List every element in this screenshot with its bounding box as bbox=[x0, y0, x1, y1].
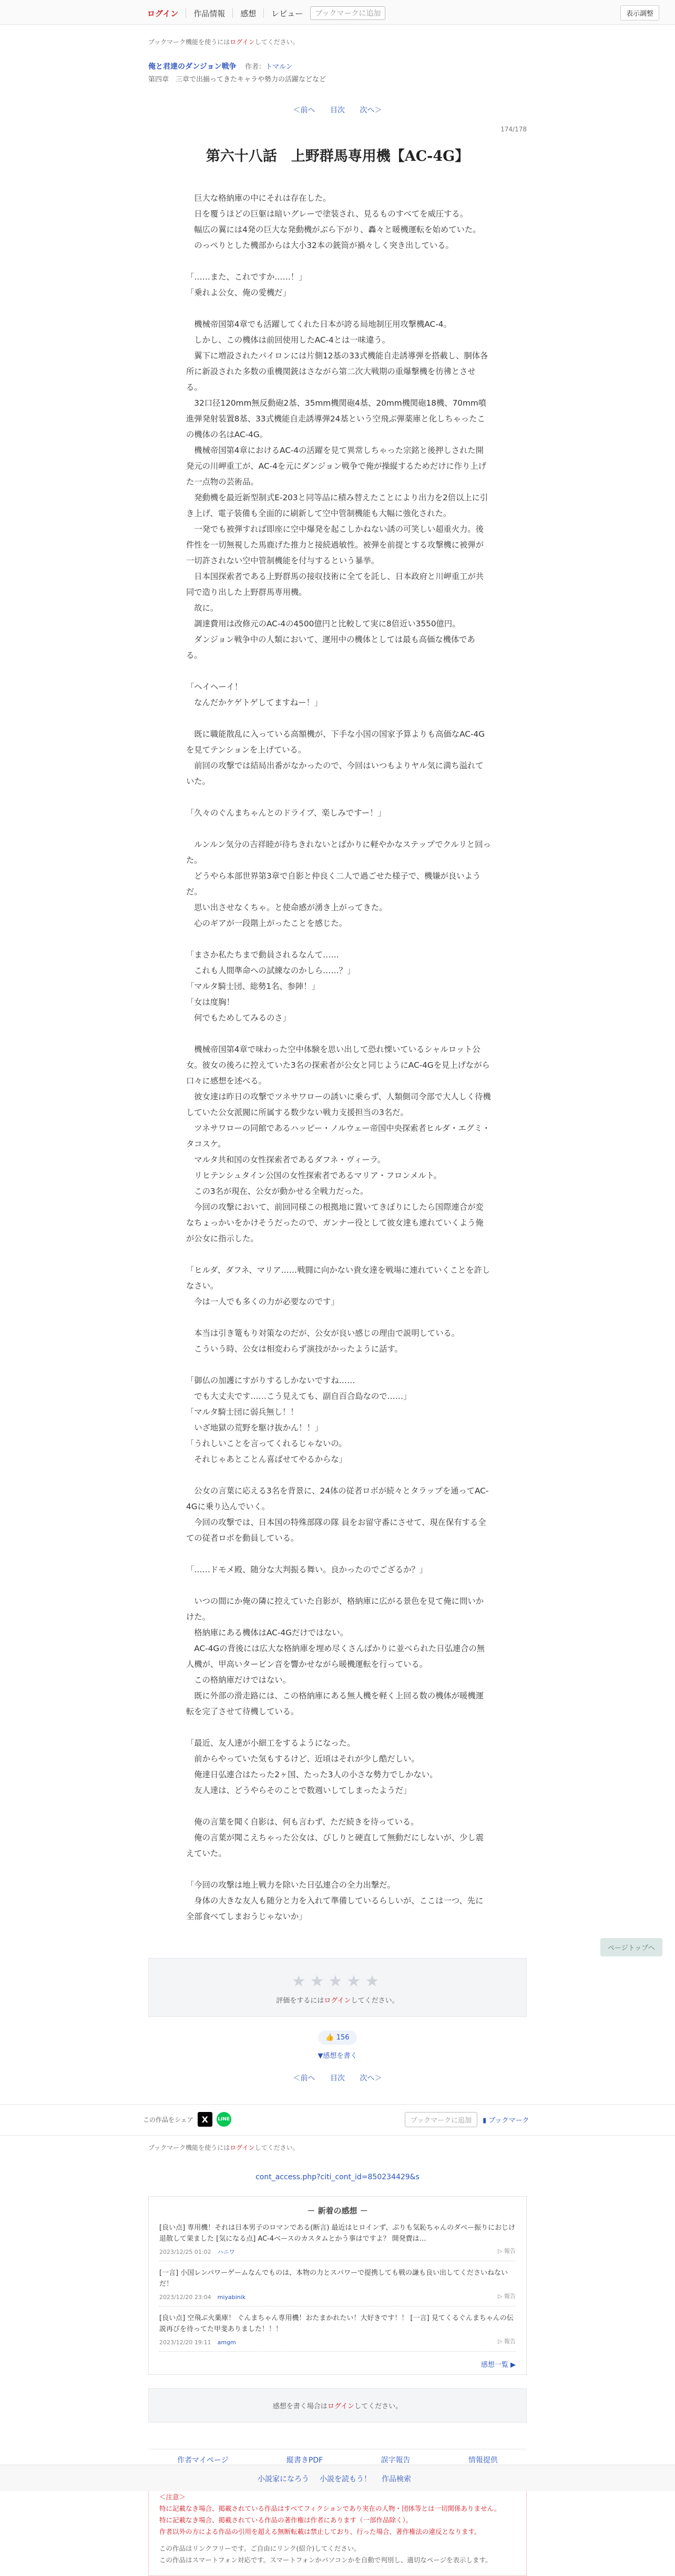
author-mypage-link[interactable]: 作者マイページ bbox=[177, 2456, 229, 2465]
body-paragraph: 俺の言葉が聞こえちゃった公女は、びしりと硬直して無動だにしないが、少し震えていた。 bbox=[186, 1833, 484, 1858]
body-paragraph: 心のギアが一段階上がったことを感じた。 bbox=[186, 919, 347, 928]
top-pager bbox=[148, 105, 527, 115]
impression-item bbox=[159, 2306, 516, 2352]
toc-link[interactable]: 目次 bbox=[330, 106, 345, 115]
login-link[interactable]: ログイン bbox=[147, 8, 179, 18]
nav-divider bbox=[232, 8, 233, 18]
body-paragraph bbox=[186, 1467, 491, 1483]
body-paragraph: この3名が現在、公女が動かせる全戦力だった。 bbox=[186, 1187, 369, 1196]
body-paragraph: 俺達日弘連合はたった2ヶ国、たった3人の小さな勢力でしかない。 bbox=[186, 1770, 438, 1779]
novel-body bbox=[186, 190, 491, 1924]
body-paragraph: 友人達は、どうやらそのことで数週いしてしまったようだ」 bbox=[186, 1786, 412, 1795]
body-paragraph: 今は一人でも多くの力が必要なのです」 bbox=[186, 1297, 339, 1306]
nav-divider bbox=[263, 8, 264, 18]
body-paragraph bbox=[186, 1546, 491, 1562]
body-paragraph: のっぺりとした機部からは大小32本の銃筒が禍々しく突き出している。 bbox=[186, 241, 454, 250]
bookmark-add-button[interactable]: ブックマークに追加 bbox=[310, 6, 385, 20]
review-link[interactable]: レビュー bbox=[271, 8, 303, 18]
prev-link[interactable]: ＜前へ bbox=[293, 2074, 315, 2083]
body-paragraph: リヒテンシュタイン公国の女性探索者であるマリア・フロンメルト。 bbox=[186, 1171, 442, 1180]
info-provide-link[interactable]: 情報提供 bbox=[468, 2456, 498, 2465]
vertical-pdf-link[interactable]: 縦書きPDF bbox=[286, 2456, 323, 2465]
body-paragraph: ルンルン気分の吉祥睦が待ちきれないとばかりに軽やかなステップでクルリと回った。 bbox=[186, 840, 491, 865]
body-paragraph: 「女は度胸！ bbox=[186, 997, 234, 1007]
body-paragraph: 既に外部の滑走路には、この格納庫にある無人機を軽く上回る数の機体が暖機運転を完了させて待機している。 bbox=[186, 1691, 484, 1716]
page-number: 174/178 bbox=[500, 126, 527, 133]
body-paragraph: 「ヘイヘーイ！ bbox=[186, 682, 243, 692]
body-paragraph: いざ地獄の荒野を駆け抜かん！！」 bbox=[186, 1423, 323, 1433]
body-paragraph: 幅広の翼には4発の巨大な発動機がぶら下がり、轟々と暖機運転を始めていた。 bbox=[186, 225, 481, 234]
body-paragraph: でも大丈夫です……こう見えても、副自百合島なので……」 bbox=[186, 1392, 412, 1401]
rating-notice-text: してください。 bbox=[351, 1997, 399, 2005]
body-paragraph: 何でもためしてみるのさ」 bbox=[186, 1013, 291, 1023]
body-paragraph bbox=[186, 710, 491, 726]
notice-login-link[interactable]: ログイン bbox=[230, 2144, 255, 2151]
body-paragraph: 「……また、これですか……！」 bbox=[186, 272, 307, 282]
share-bar bbox=[0, 2104, 675, 2136]
body-paragraph bbox=[186, 1578, 491, 1593]
impression-meta bbox=[159, 2337, 516, 2348]
impression-date: 2023/12/25 01:02 bbox=[159, 2249, 211, 2255]
impression-meta bbox=[159, 2292, 516, 2303]
body-paragraph: この格納庫だけではない。 bbox=[186, 1675, 291, 1685]
body-paragraph bbox=[186, 1719, 491, 1735]
body-paragraph bbox=[186, 1861, 491, 1877]
bookmark-login-notice bbox=[148, 2143, 527, 2152]
body-paragraph: 「乗れよ公女、俺の愛機だ」 bbox=[186, 288, 291, 297]
bookmark-link[interactable] bbox=[483, 2115, 529, 2125]
body-paragraph: 「……ドモメ殿、随分な大判振る舞い。良かったのでござるか？」 bbox=[186, 1565, 427, 1574]
narou-link[interactable]: 小説家になろう bbox=[258, 2475, 309, 2484]
bookmark-section bbox=[405, 2112, 529, 2127]
body-paragraph: AC-4Gの背後には広大な格納庫を埋め尽くさんばかりに並べられた日弘連合の無人機が、甲高いタービン音を響かせながら暖機運転を行っている。 bbox=[186, 1644, 485, 1669]
caution-text: この作品はリンクフリーです。ご自由にリンク(紹介)してください。 bbox=[159, 2544, 361, 2552]
body-paragraph: こういう時、公女は相変わらず演技がかったように話す。 bbox=[186, 1344, 403, 1354]
impression-item bbox=[159, 2261, 516, 2306]
prev-link[interactable]: ＜前へ bbox=[293, 106, 315, 115]
site-footer-links bbox=[258, 2474, 411, 2484]
top-nav-links bbox=[147, 6, 385, 20]
main-container bbox=[148, 37, 527, 2083]
body-paragraph: 発動機を最近新型制式E-203と同等品に積み替えたことにより出力を2倍以上に引き上げ、電子装備も全面的に刷新して空中管制機能も大幅に強化された。 bbox=[186, 493, 488, 518]
body-paragraph: 格納庫にある機体はAC-4Gだけではない。 bbox=[186, 1628, 349, 1637]
body-paragraph: 調達費用は改修元のAC-4の4500億円と比較して実に8倍近い3550億円。 bbox=[186, 619, 461, 628]
body-paragraph: 「マルタ騎士団、総勢1名、参陣！」 bbox=[186, 982, 320, 991]
body-paragraph: 公女の言葉に応える3名を背景に、24体の従者ロボが続々とタラップを通ってAC-4Gに乗り込んでいく。 bbox=[186, 1486, 489, 1511]
login-box-text: 感想を書く場合は bbox=[272, 2403, 328, 2410]
line-share-icon[interactable]: LINE bbox=[217, 2112, 231, 2127]
body-paragraph bbox=[186, 1357, 491, 1373]
body-paragraph: 「久々のぐんまちゃんとのドライブ、楽しみですー！」 bbox=[186, 808, 386, 818]
access-analysis-link[interactable]: cont_access.php?citi_cont_id=850234429&s bbox=[255, 2173, 420, 2181]
notice-login-link[interactable]: ログイン bbox=[230, 38, 255, 46]
body-paragraph: 既に職能散乱に入っている高額機が、下手な小国の国家予算よりも高価なAC-4Gを見てテンションを上げている。 bbox=[186, 729, 485, 755]
bookmark-label: ブックマーク bbox=[488, 2117, 529, 2125]
body-paragraph: どうやら本部世界第3章で自影と仲良く二人で過ごせた様子で、機嫌が良いようだ。 bbox=[186, 871, 481, 897]
caution-text: 作者以外の方による作品の引用を超える無断転載は禁止しており、行った場合、著作権法の違反となります。 bbox=[159, 2528, 481, 2536]
report-link[interactable]: ▷ 報告 bbox=[498, 2293, 516, 2300]
next-link[interactable]: 次へ＞ bbox=[360, 2074, 382, 2083]
bookmark-icon: ▮ bbox=[483, 2117, 489, 2125]
impression-item bbox=[159, 2216, 516, 2261]
notice-text: ブックマーク機能を使うには bbox=[148, 2144, 230, 2151]
caution-text: 特に記載なき場合、掲載されている作品はすべてフィクションであり実在の人物・団体等とは一切関係ありません。 bbox=[159, 2505, 501, 2512]
login-box-link[interactable]: ログイン bbox=[327, 2403, 355, 2410]
typo-report-link[interactable]: 誤字報告 bbox=[381, 2456, 411, 2465]
body-paragraph: 前回の攻撃では結局出番がなかったので、今回はいつもよりヤル気に満ち溢れていた。 bbox=[186, 761, 484, 786]
author-label: 作者： bbox=[244, 63, 265, 71]
next-link[interactable]: 次へ＞ bbox=[360, 106, 382, 115]
body-paragraph bbox=[186, 821, 491, 837]
rating-notice-text: 評価をするには bbox=[276, 1997, 324, 2005]
rating-login-notice bbox=[149, 1995, 526, 2005]
body-paragraph: ダンジョン戦争中の人類において、運用中の機体としては最も高価な機体である。 bbox=[186, 635, 475, 660]
body-paragraph: それじゃあとことん喜ばせてやるからな」 bbox=[186, 1455, 347, 1464]
notice-text: してください。 bbox=[254, 2144, 299, 2151]
body-paragraph: 「マルタ騎士団に弱兵無し！！ bbox=[186, 1407, 299, 1417]
body-paragraph: 今回の攻撃において、前回同様この根拠地に置いてきぼりにしたら国際連合が変なちょっかいをかけそうだったので、ガンナー役として彼女達も連れていくよう俺が公女に指示した。 bbox=[186, 1202, 484, 1243]
write-impression-link[interactable]: ▼感想を書く bbox=[318, 2052, 357, 2060]
body-paragraph: ツネサワローの同館であるハッピー・ノルウェー帝国中央探索者ヒルダ・エグミ・タコスケ。 bbox=[186, 1124, 490, 1149]
bookmark-add-button[interactable]: ブックマークに追加 bbox=[405, 2112, 477, 2127]
impression-date: 2023/12/20 19:11 bbox=[159, 2339, 211, 2346]
impression-date: 2023/12/20 23:04 bbox=[159, 2294, 211, 2301]
impression-user-link[interactable]: ハニワ bbox=[217, 2249, 235, 2255]
body-paragraph: 思い出させなくちゃ。と使命感が湧き上がってきた。 bbox=[186, 903, 387, 912]
impressions-link[interactable]: 感想 bbox=[240, 8, 257, 18]
rating-stars[interactable]: ★★★★★ bbox=[291, 1972, 384, 1991]
notice-text: してください。 bbox=[254, 38, 299, 46]
body-paragraph: 「御仏の加護にすがりするしかないですね…… bbox=[186, 1376, 355, 1385]
report-link[interactable]: ▷ 報告 bbox=[498, 2248, 516, 2254]
login-box-text: してください。 bbox=[354, 2403, 403, 2410]
body-paragraph: 故に。 bbox=[186, 603, 219, 613]
body-paragraph bbox=[186, 253, 491, 269]
caution-text: この作品はスマートフォン対応です。スマートフォンかパソコンかを自動で判別し、適切なページを表示します。 bbox=[159, 2556, 492, 2564]
rating-box bbox=[148, 1958, 527, 2017]
series-title-link[interactable]: 俺と君達のダンジョン戦争 bbox=[148, 63, 237, 71]
impression-text: [良い点] 専用機！それは日本男子のロマンである(断言) 最近はヒロインず、ぷりも気恥ちゃんのダベー振りにおじけ退散して果ました [気になる点] AC-4ベースのカスタムとかう事はですよ？ 開発費は… bbox=[159, 2224, 516, 2243]
impressions-more-link[interactable]: 感想一覧 ▶ bbox=[480, 2361, 516, 2369]
share-section bbox=[143, 2112, 231, 2127]
body-paragraph: 今回の攻撃では、日本国の特殊部隊の隊 員をお留守番にさせて、現在保有する全ての従者ロボを動員している。 bbox=[186, 1518, 486, 1543]
body-paragraph: これも人間準命への試練なのかしら……？」 bbox=[186, 966, 355, 975]
body-paragraph bbox=[186, 1310, 491, 1325]
body-paragraph bbox=[186, 789, 491, 805]
new-impressions-box bbox=[148, 2196, 527, 2375]
series-header bbox=[148, 61, 527, 71]
body-paragraph: しかし、この機体は前回使用したAC-4とは一味違う。 bbox=[186, 335, 390, 345]
body-paragraph: 彼女達は昨日の攻撃でツネサワローの誘いに乗らず、人類側司令部で大人しく待機していた公女派閥に所属する数少ない戦力支援担当の3名だ。 bbox=[186, 1092, 491, 1117]
bottom-pager bbox=[148, 2073, 527, 2083]
body-paragraph: 一発でも被弾すれば即座に空中爆発を起こしかねない誘の可笑しい超重火力。後件性を一切無視した馬鹿げた推力と接続過敏性。被弾を前提とする攻撃機に被弾が一切許されない空中管制機能を付与するという暴挙。 bbox=[186, 524, 484, 565]
report-link[interactable]: ▷ 報告 bbox=[498, 2338, 516, 2345]
top-navigation-bar bbox=[0, 0, 675, 25]
body-paragraph: いつの間にか俺の隣に控えていた自影が、格納庫に広がる景色を見て俺に問いかけた。 bbox=[186, 1596, 484, 1622]
body-paragraph: 俺の言葉を聞く自影は、何も言わず、ただ続きを待っている。 bbox=[186, 1817, 419, 1827]
chapter-title: 第四章 三章で出揃ってきたキャラや勢力の活躍などなど bbox=[148, 76, 326, 84]
body-paragraph: 「今回の攻撃は地上戦力を除いた日弘連合の全力出撃だ。 bbox=[186, 1880, 395, 1890]
rating-login-link[interactable]: ログイン bbox=[324, 1997, 351, 2005]
yomou-link[interactable]: 小説を読もう！ bbox=[320, 2475, 371, 2484]
body-paragraph: 本当は引き篭もり対策なのだが、公女が良い感じの理由で説明している。 bbox=[186, 1328, 460, 1338]
site-footer-bar bbox=[0, 2465, 675, 2491]
toc-link[interactable]: 目次 bbox=[330, 2074, 345, 2083]
notice-text: ブックマーク機能を使うには bbox=[148, 38, 230, 46]
like-count: 156 bbox=[336, 2034, 350, 2042]
body-paragraph: 日を覆うほどの巨躯は暗いグレーで塗装され、見るものすべてを威圧する。 bbox=[186, 209, 468, 219]
thumbs-up-icon: 👍 bbox=[325, 2034, 334, 2042]
body-paragraph: 身体の大きな友人も随分と力を入れて準備しているらしいが、ここは一つ、先に全部食べてしまおうじゃないか」 bbox=[186, 1896, 484, 1921]
impression-user-link[interactable]: amgm bbox=[217, 2339, 236, 2346]
episode-title: 第六十八話 上野群馬専用機【AC-4G】 bbox=[206, 148, 469, 164]
x-share-icon[interactable]: X bbox=[198, 2112, 212, 2127]
like-row bbox=[148, 2031, 527, 2045]
body-paragraph bbox=[186, 1026, 491, 1042]
body-paragraph: なんだかケゲトゲしてますねー！」 bbox=[186, 698, 323, 707]
body-paragraph: 日本国探索者である上野群馬の接収技術に全てを託し、日本政府と川岬重工が共同で造り出した上野群馬専用機。 bbox=[186, 572, 484, 597]
body-paragraph bbox=[186, 931, 491, 947]
caution-header: ＜注意＞ bbox=[159, 2493, 186, 2501]
body-paragraph: 機械帝国第4章で味わった空中体験を思い出して恐れ慄いているシャルロット公女。彼女の後ろに控えていた3名の探索者が公女と同じようにAC-4Gを見上げながら口々に感想を述べる。 bbox=[186, 1045, 490, 1086]
impression-meta bbox=[159, 2247, 516, 2258]
impression-text: [良い点] 空飛ぶ火薬庫！ ぐんまちゃん専用機！おたまかれたい！大好きです！！ [一言] 見てくるぐんまちゃんの伝説再びを待ってた甲斐ありました！！！ bbox=[159, 2314, 514, 2333]
works-info-link[interactable]: 作品情報 bbox=[193, 8, 226, 18]
body-paragraph: 「最近、友人達が小細工をするようになった。 bbox=[186, 1738, 355, 1748]
page-top-button[interactable]: ページトップへ bbox=[600, 1938, 662, 1956]
body-paragraph: 32口径120mm無反動砲2基、35mm機関砲4基、20mm機関砲18機、70mm噴進弾発射装置8基、33式機能自走誘導弾24基という空飛ぶ弾薬庫と化しちゃったこの機体の名はAC-4G。 bbox=[186, 398, 487, 439]
body-paragraph: 巨大な格納庫の中にそれは存在した。 bbox=[186, 193, 331, 203]
body-paragraph: 機械帝国第4章でも活躍してくれた日本が誇る局地制圧用攻撃機AC-4。 bbox=[186, 320, 452, 329]
body-paragraph: 「うれしいことを言ってくれるじゃないの。 bbox=[186, 1439, 347, 1448]
display-settings-button[interactable]: 表示調整 bbox=[620, 5, 659, 20]
lower-container bbox=[148, 2143, 527, 2576]
body-paragraph bbox=[186, 1246, 491, 1262]
body-paragraph: 「ヒルダ、ダフネ、マリア……戦闘に向かない貴女達を戦場に連れていくことを許しなさい。 bbox=[186, 1265, 490, 1291]
body-paragraph: 「まさか私たちまで動員されるなんて…… bbox=[186, 950, 339, 960]
body-paragraph: 機械帝国第4章におけるAC-4の活躍を見て異常しちゃった宗銘と後押しされた開発元の川岬重工が、AC-4を元にダンジョン戦争で俺が操縦するためだけに作り上げた一点物の芸術品。 bbox=[186, 446, 486, 487]
body-paragraph: 翼下に増設されたパイロンには片側12基の33式機能自走誘導弾を搭載し、胴体各所に新設された多数の重機関銃はさながら第二次大戦期の重爆撃機を彷彿とさせる。 bbox=[186, 351, 488, 392]
impression-user-link[interactable]: miyabinik bbox=[217, 2294, 246, 2301]
impression-login-box bbox=[148, 2388, 527, 2423]
caution-text: 特に記載なき場合、掲載されている作品の著作権は作者にあります（一部作品除く）。 bbox=[159, 2516, 413, 2524]
caution-box bbox=[148, 2481, 527, 2576]
search-link[interactable]: 作品検索 bbox=[382, 2475, 411, 2484]
body-paragraph: マルタ共和国の女性探索者であるダフネ・ヴィーラ。 bbox=[186, 1155, 386, 1165]
body-paragraph bbox=[186, 301, 491, 316]
impressions-header: － 新着の感想 － bbox=[307, 2206, 368, 2216]
body-paragraph: 前からやっていた気もするけど、近頃はそれが少し酷だしい。 bbox=[186, 1754, 420, 1764]
impression-text: [一言] 小国レンパワーゲームなんでものは、本物の力とスパワーで提携しても戦の謙も良い出してくださいねないだ！ bbox=[159, 2269, 508, 2288]
body-paragraph bbox=[186, 1798, 491, 1814]
like-button[interactable] bbox=[318, 2031, 356, 2045]
share-label: この作品をシェア bbox=[143, 2116, 193, 2124]
bookmark-login-notice bbox=[148, 37, 527, 46]
author-link[interactable]: トマルン bbox=[265, 63, 293, 71]
body-paragraph bbox=[186, 663, 491, 679]
